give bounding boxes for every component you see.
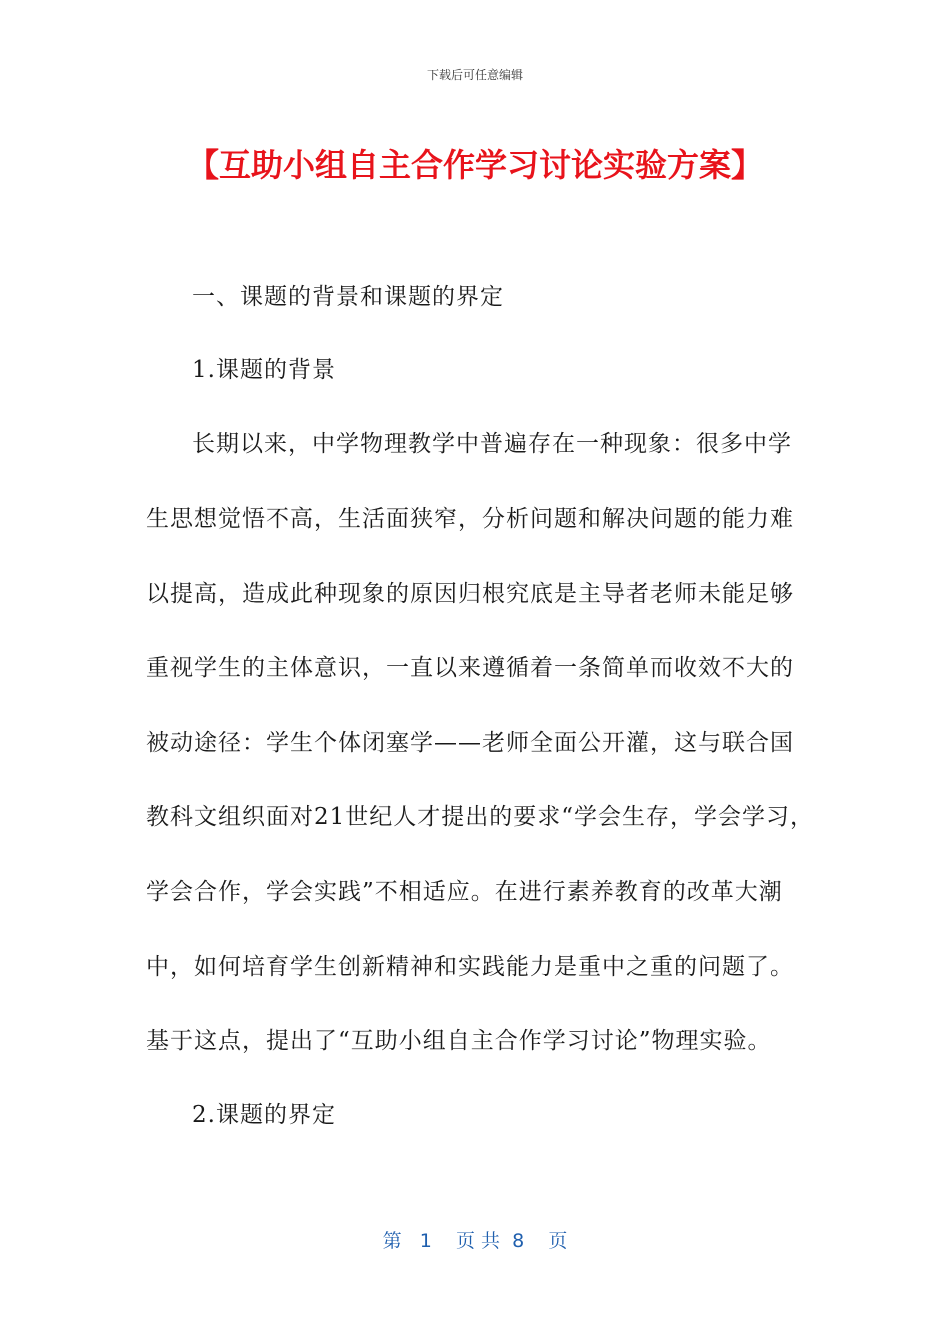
page-footer: 第 1 页 共 8 页 — [382, 1230, 568, 1252]
paragraph-line: 基于这点，提出了“互助小组自主合作学习讨论”物理实验。 — [146, 1028, 772, 1054]
subheading-definition: 2.课题的界定 — [192, 1102, 336, 1128]
section-heading: 一、课题的背景和课题的界定 — [192, 284, 504, 310]
paragraph-line: 生思想觉悟不高，生活面狭窄，分析问题和解决问题的能力难 — [146, 506, 794, 532]
paragraph-line: 重视学生的主体意识，一直以来遵循着一条简单而收效不大的 — [146, 655, 794, 681]
paragraph-line: 学会合作，学会实践”不相适应。在进行素养教育的改革大潮 — [146, 879, 783, 905]
paragraph-line: 长期以来，中学物理教学中普遍存在一种现象：很多中学 — [192, 431, 792, 457]
paragraph-line: 被动途径：学生个体闭塞学——老师全面公开灌，这与联合国 — [146, 730, 794, 756]
paragraph-line: 中，如何培育学生创新精神和实践能力是重中之重的问题了。 — [146, 954, 794, 980]
page-header: 下载后可任意编辑 — [426, 68, 523, 82]
subheading-background: 1.课题的背景 — [192, 357, 336, 383]
paragraph-line: 以提高，造成此种现象的原因归根究底是主导者老师未能足够 — [146, 581, 794, 607]
document-title: 【互助小组自主合作学习讨论实验方案】 — [186, 146, 763, 184]
paragraph-line: 教科文组织面对21世纪人才提出的要求“学会生存，学会学习， — [146, 804, 815, 830]
